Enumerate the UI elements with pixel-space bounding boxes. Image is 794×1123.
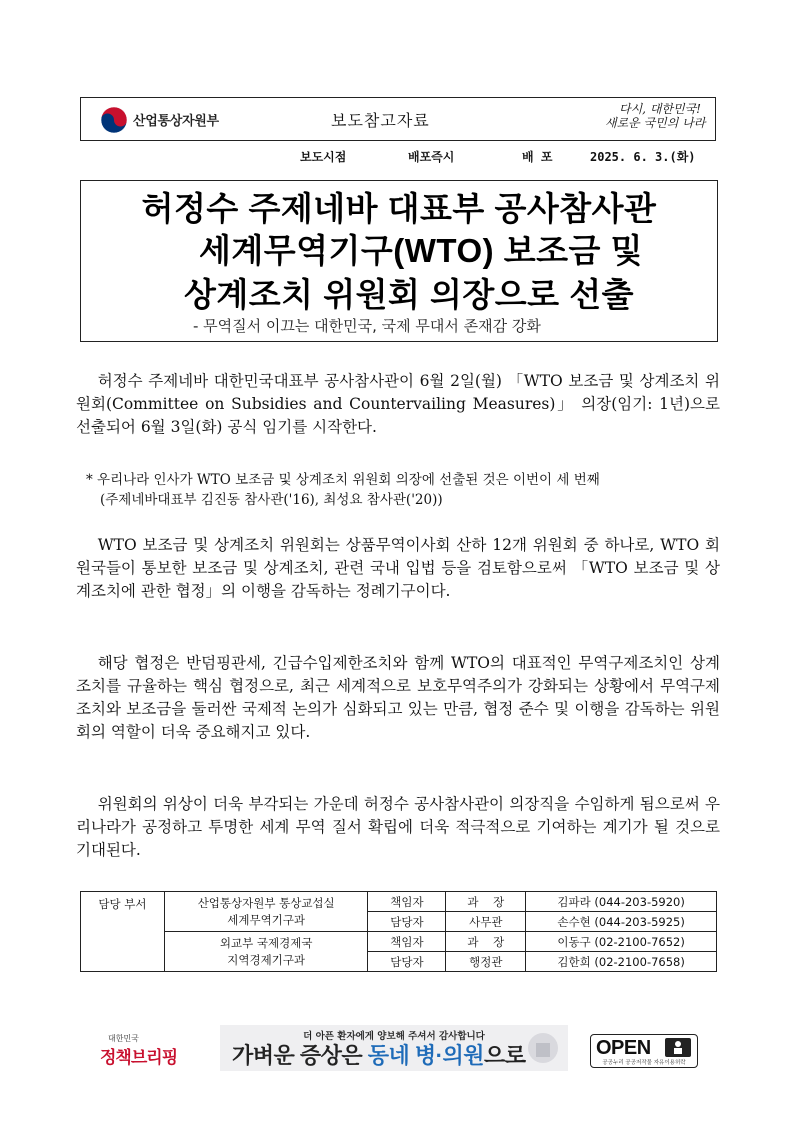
contact-title: 과 장: [446, 932, 526, 952]
department-2-line-2: 지역경제기구과: [227, 952, 306, 967]
banner-caption: 더 아픈 환자에게 양보해 주셔서 감사합니다: [303, 1031, 485, 1042]
attribution-icon: [665, 1038, 691, 1057]
policy-briefing-logo-main: 정책브리핑: [100, 1048, 178, 1067]
policy-briefing-logo: [100, 1033, 190, 1078]
contact-title: 사무관: [446, 912, 526, 932]
department-1-line-2: 세계무역기구과: [227, 912, 306, 927]
slogan: [599, 102, 709, 138]
distribution-date: 2025. 6. 3.(화): [590, 150, 696, 164]
body-paragraph-4: 위원회의 위상이 더욱 부각되는 가운데 허정수 공사참사관이 의장직을 수임하게 됨으로써 우리나라가 공정하고 투명한 세계 무역 질서 확립에 더욱 적극적으로 기여하는 계기가 될 것으로 기대된다.: [76, 795, 720, 859]
contact-role: 책임자: [368, 932, 446, 952]
contact-info: 김한희 (02-2100-7658): [526, 952, 717, 972]
department-2-line-1: 외교부 국제경제국: [219, 935, 313, 950]
report-time-value: 배포즉시: [408, 150, 455, 164]
distribution-label: 배 포: [522, 150, 553, 164]
footnote-line-1: * 우리나라 인사가 WTO 보조금 및 상계조치 위원회 의장에 선출된 것은 이번이 세 번째: [86, 472, 600, 488]
footnote-line-2: (주제네바대표부 김진동 참사관('16), 최성요 참사관('20)): [100, 492, 443, 508]
body-paragraph-3: 해당 협정은 반덤핑관세, 긴급수입제한조치와 함께 WTO의 대표적인 무역구제조치인 상계조치를 규율하는 핵심 협정으로, 최근 세계적으로 보호무역주의가 강화되는 상황에서 무역구제조치와 보조금을 둘러싼 국제적 논의가 심화되고 있는 만큼, 협정 준수 및 이행을 감독하는 위원회의 역할이 더욱 중요해지고 있다.: [76, 654, 720, 741]
contact-info: 김파라 (044-203-5920): [526, 892, 717, 912]
contact-info: 이동구 (02-2100-7652): [526, 932, 717, 952]
slogan-line-1: 다시, 대한민국!: [619, 102, 702, 116]
table-row: [81, 892, 717, 912]
open-badge-text: OPEN: [596, 1037, 651, 1059]
open-badge-caption: 공공누리 공공저작물 자유이용허락: [602, 1060, 686, 1066]
public-health-banner[interactable]: [220, 1025, 568, 1071]
department-1: [164, 892, 368, 932]
hospital-illustration-icon: [526, 1031, 560, 1065]
contact-role: 담당자: [368, 912, 446, 932]
subheadline: - 무역질서 이끄는 대한민국, 국제 무대서 존재감 강화: [193, 317, 541, 335]
ministry-name: 산업통상자원부: [133, 113, 219, 128]
ministry-taegeuk-logo-icon: [99, 105, 129, 135]
header-box: [80, 97, 716, 141]
banner-headline: [232, 1039, 525, 1070]
report-time-label: 보도시점: [300, 150, 347, 164]
headline-line-3: 상계조치 위원회 의장으로 선출: [184, 276, 634, 313]
document-type: 보도참고자료: [331, 111, 430, 130]
table-row: [81, 932, 717, 952]
slogan-line-2: 새로운 국민의 나라: [605, 116, 706, 130]
title-box: [80, 180, 718, 342]
contact-info: 손수현 (044-203-5925): [526, 912, 717, 932]
kogl-open-badge[interactable]: [590, 1034, 698, 1068]
contact-title: 행정관: [446, 952, 526, 972]
contact-header-label: 담당 부서: [81, 892, 165, 972]
banner-headline-part-1: 가벼운 증상은: [232, 1043, 368, 1068]
body-paragraph-2: WTO 보조금 및 상계조치 위원회는 상품무역이사회 산하 12개 위원회 중 하나로, WTO 회원국들이 통보한 보조금 및 상계조치, 관련 국내 입법 등을 검토함으로써 「WTO 보조금 및 상계조치에 관한 협정」의 이행을 감독하는 정례기구이다.: [76, 536, 720, 600]
footnote: [86, 470, 726, 510]
department-1-line-1: 산업통상자원부 통상교섭실: [197, 895, 335, 910]
banner-headline-part-3: 으로: [483, 1043, 526, 1068]
contact-role: 책임자: [368, 892, 446, 912]
contact-title: 과 장: [446, 892, 526, 912]
banner-headline-highlight: 동네 병·의원: [367, 1043, 484, 1068]
headline-line-2: 세계무역기구(WTO) 보조금 및: [199, 232, 643, 269]
headline-line-1: 허정수 주제네바 대표부 공사참사관: [141, 190, 657, 227]
contact-role: 담당자: [368, 952, 446, 972]
contact-table: [80, 891, 717, 972]
policy-briefing-logo-top: 대한민국: [108, 1034, 139, 1043]
body-paragraph-1: 허정수 주제네바 대한민국대표부 공사참사관이 6월 2일(월) 「WTO 보조금 및 상계조치 위원회(Committee on Subsidies and Countervailing Measures)」 의장(임기: 1년)으로 선출되어 6월 3일(화) 공식 임기를 시작한다.: [76, 372, 720, 436]
department-2: [164, 932, 368, 972]
